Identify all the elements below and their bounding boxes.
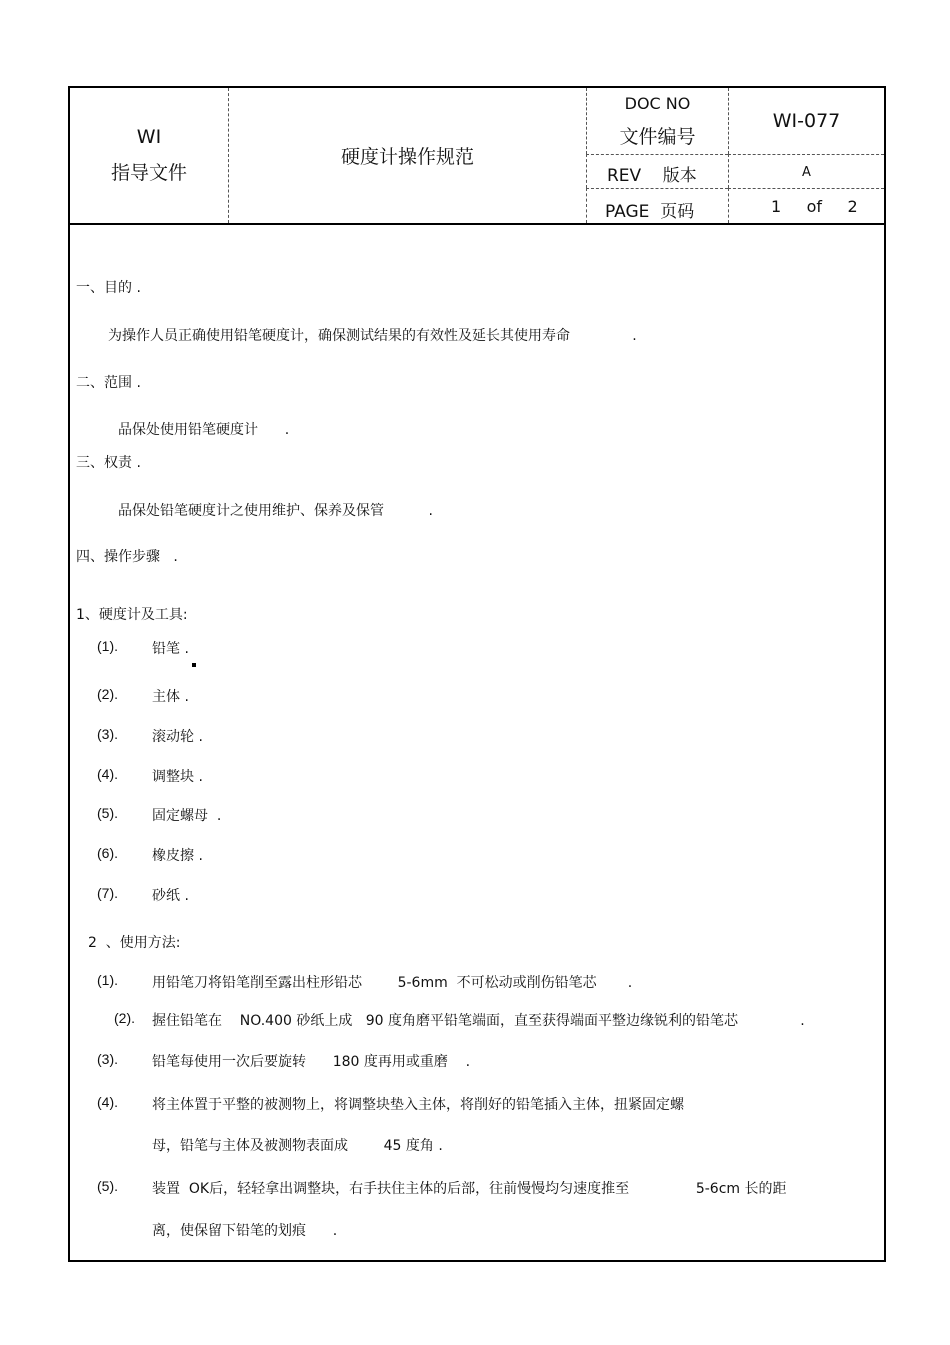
document-title: 硬度计操作规范 (340, 146, 474, 168)
usage-step-number: (2). (114, 1010, 135, 1026)
page-value: 1 of 2 (771, 197, 858, 216)
usage-step-text: 装置 OK后，轻轻拿出调整块，右手扶住主体的后部，往前慢慢均匀速度推至 5-6cm 长的距 (152, 1181, 787, 1197)
page-label: PAGE 页码 (605, 202, 695, 222)
tool-item-label: 铅笔 . (152, 641, 189, 657)
tool-item-number: (7). (97, 885, 118, 901)
tool-item-label: 主体 . (152, 689, 189, 705)
rev-value-cell (728, 154, 884, 188)
rev-cell (586, 154, 728, 188)
doc-no-label-en: DOC NO (624, 94, 691, 113)
bullet-mark (192, 663, 196, 667)
section-scope-title: 二、范围 . (76, 375, 141, 391)
section-responsibility-title: 三、权责 . (76, 455, 141, 471)
usage-title: 2 、使用方法: (88, 935, 181, 951)
doc-no-value: WI-077 (772, 110, 841, 132)
section-purpose-body: 为操作人员正确使用铅笔硬度计，确保测试结果的有效性及延长其使用寿命 . (108, 328, 637, 344)
usage-step-text: 用铅笔刀将铅笔削至露出柱形铅芯 5-6mm 不可松动或削伤铅笔芯 . (152, 975, 633, 991)
wi-cell (70, 88, 228, 223)
doc-no-cell (586, 88, 728, 154)
usage-step-text: 握住铅笔在 NO.400 砂纸上成 90 度角磨平铅笔端面，直至获得端面平整边缘锐利的铅笔芯 . (152, 1013, 805, 1029)
doc-no-value-cell (728, 88, 884, 154)
usage-step-number: (4). (97, 1094, 118, 1110)
wi-label: 指导文件 (110, 162, 187, 184)
section-scope-body: 品保处使用铅笔硬度计 . (118, 422, 290, 438)
tool-item-number: (1). (97, 638, 118, 654)
usage-step-number: (3). (97, 1051, 118, 1067)
tools-title: 1、硬度计及工具: (76, 607, 188, 623)
usage-step-text: 将主体置于平整的被测物上，将调整块垫入主体，将削好的铅笔插入主体，扭紧固定螺 (152, 1097, 684, 1113)
title-cell (228, 88, 586, 223)
usage-step-number: (5). (97, 1178, 118, 1194)
rev-label: REV 版本 (607, 166, 697, 186)
tool-item-label: 滚动轮 . (152, 729, 203, 745)
usage-step-number: (1). (97, 972, 118, 988)
tool-item-label: 固定螺母 . (152, 808, 222, 824)
document-header (70, 88, 884, 225)
usage-step-text-continued: 母，铅笔与主体及被测物表面成 45 度角 . (152, 1138, 443, 1154)
tool-item-label: 调整块 . (152, 769, 203, 785)
page-value-cell (728, 188, 884, 223)
section-responsibility-body: 品保处铅笔硬度计之使用维护、保养及保管 . (118, 503, 433, 519)
tool-item-number: (4). (97, 766, 118, 782)
tool-item-number: (5). (97, 805, 118, 821)
tool-item-number: (2). (97, 686, 118, 702)
section-procedure-title: 四、操作步骤 . (76, 549, 178, 565)
tool-item-number: (3). (97, 726, 118, 742)
document-frame (68, 86, 886, 1262)
rev-value: A (802, 165, 811, 180)
wi-code: WI (136, 126, 162, 148)
section-purpose-title: 一、目的 . (76, 280, 141, 296)
usage-step-text: 铅笔每使用一次后要旋转 180 度再用或重磨 . (152, 1054, 471, 1070)
doc-no-label-cn: 文件编号 (619, 126, 696, 148)
tool-item-number: (6). (97, 845, 118, 861)
usage-step-text-continued: 离，使保留下铅笔的划痕 . (152, 1223, 338, 1239)
tool-item-label: 砂纸 . (152, 888, 189, 904)
tool-item-label: 橡皮擦 . (152, 848, 203, 864)
page-cell (586, 188, 728, 223)
